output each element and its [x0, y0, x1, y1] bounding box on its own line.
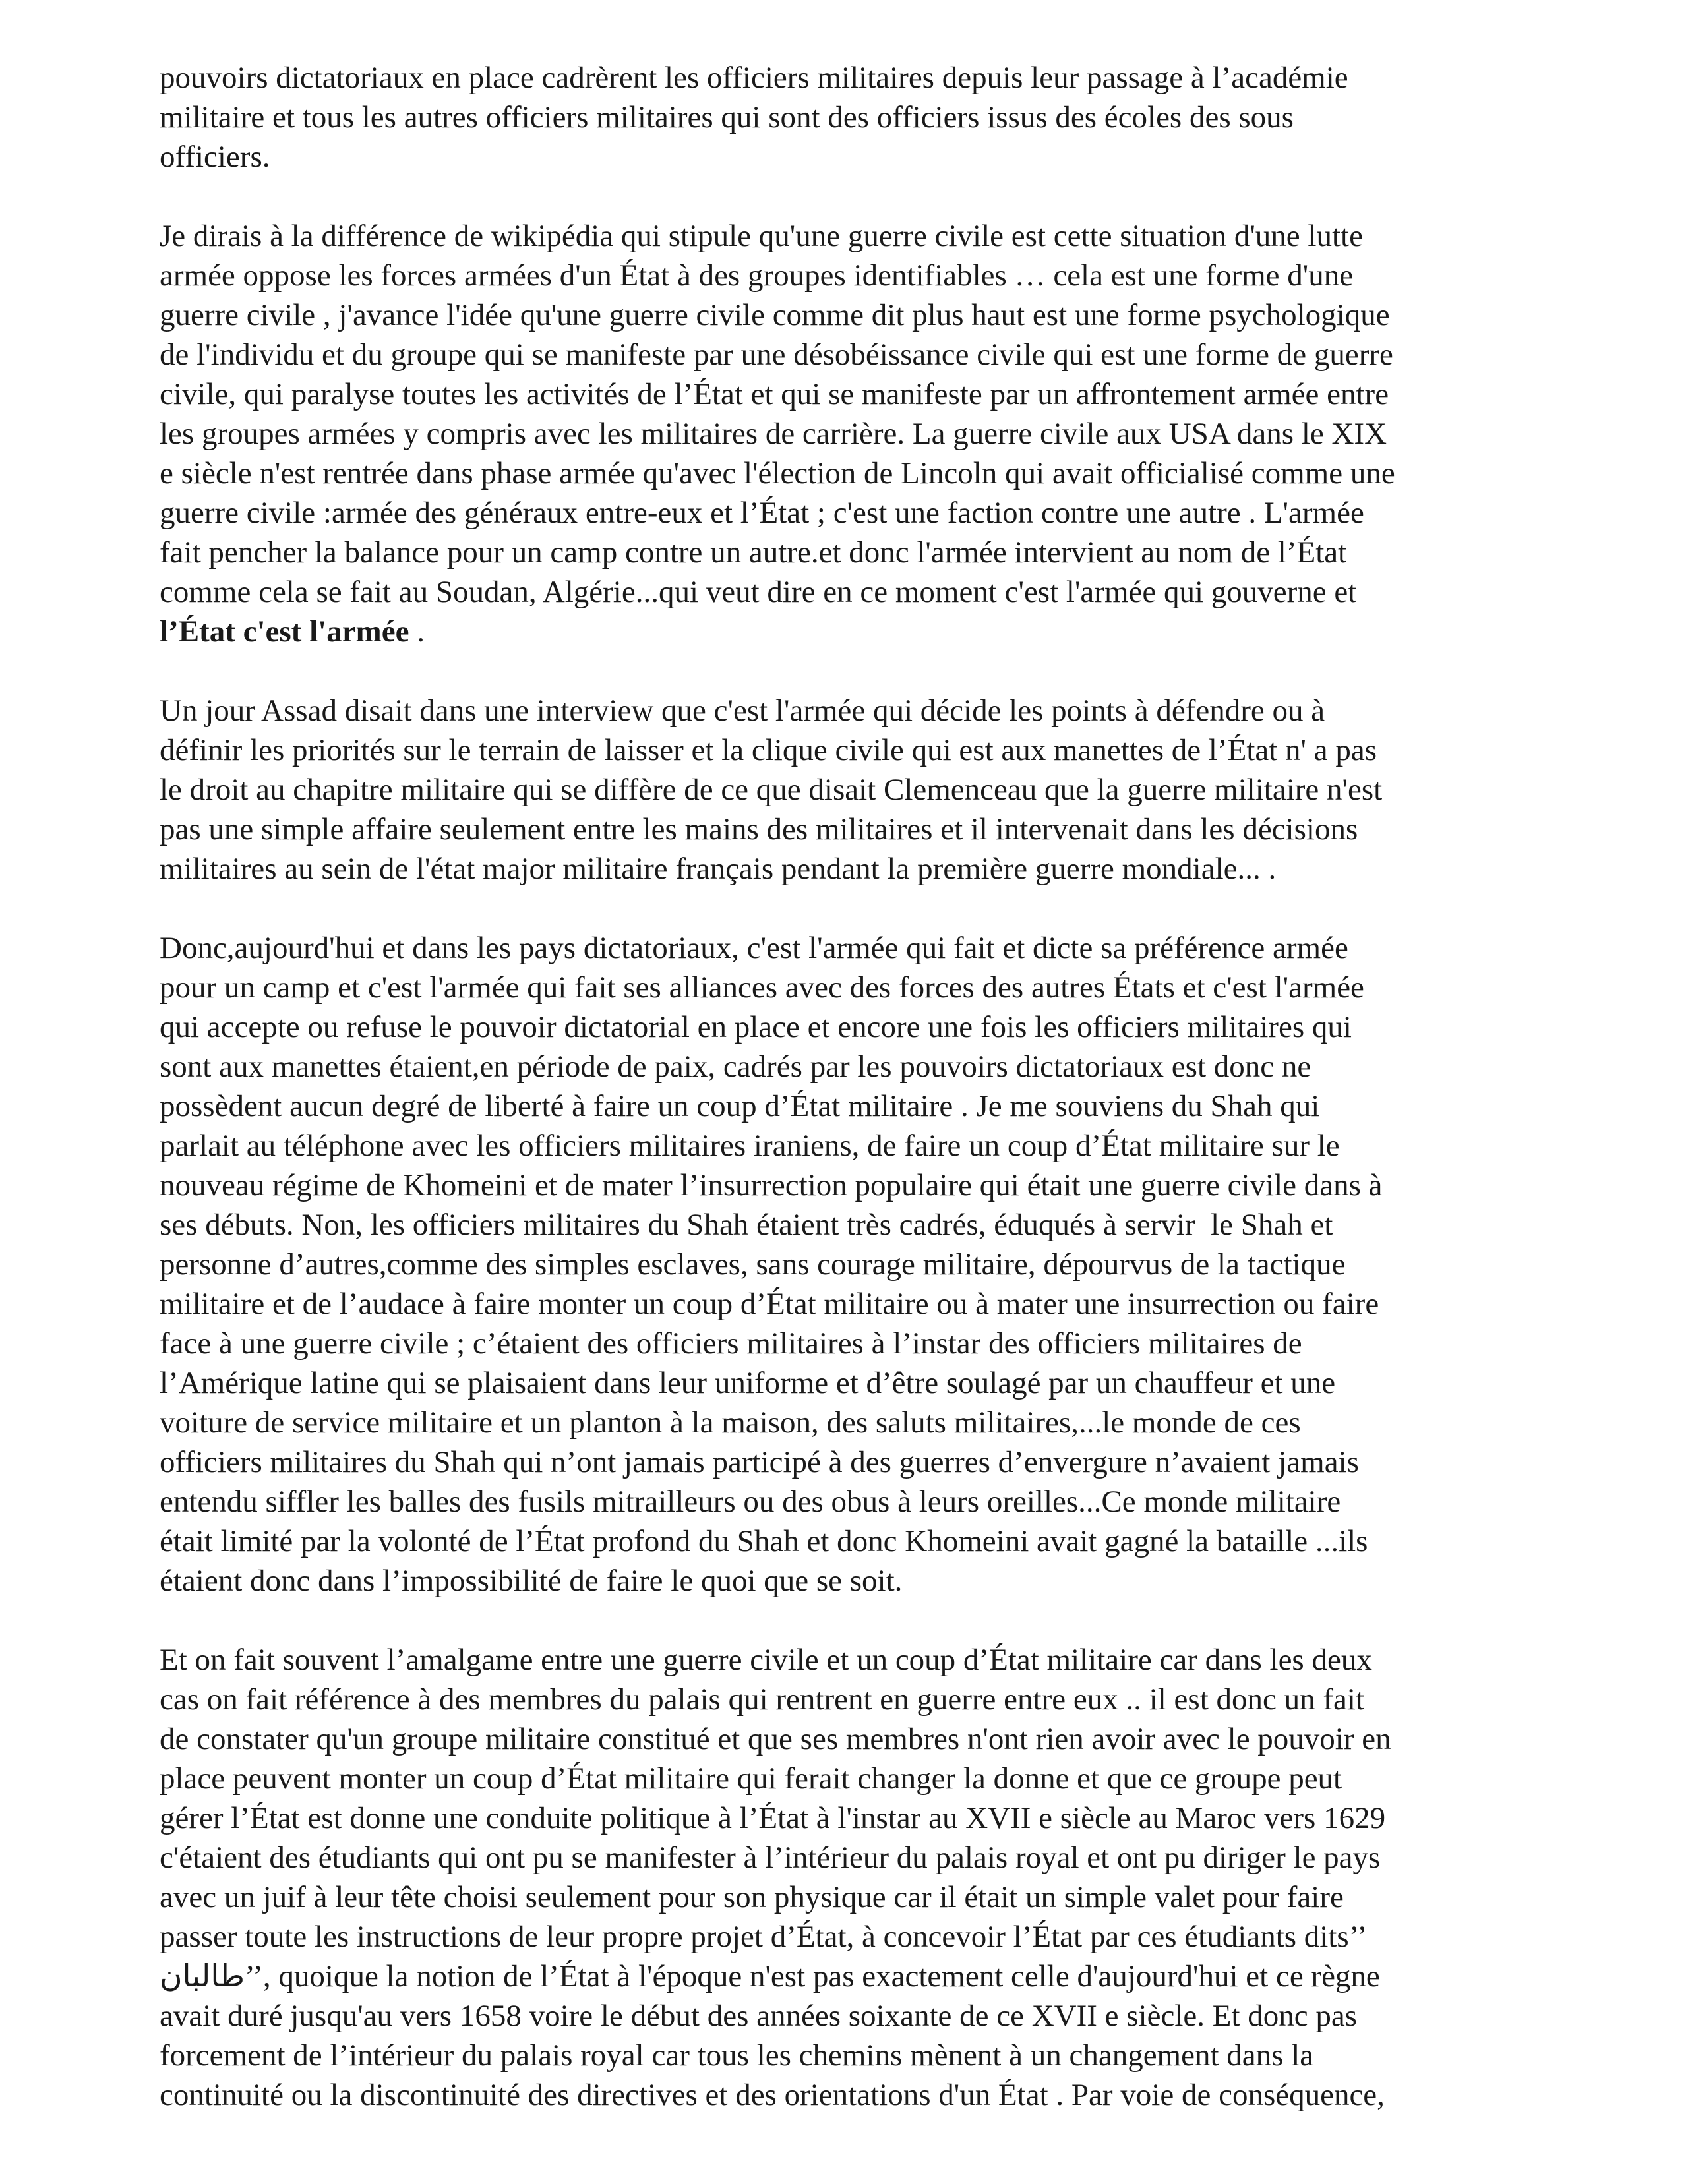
paragraph-5 [160, 1640, 1531, 2115]
text-line: gérer l’État est donne une conduite politique à l’État à l'instar au XVII e siècle au Maroc vers 1629 [160, 1801, 1386, 1835]
paragraph-4 [160, 928, 1531, 1601]
text-line: face à une guerre civile ; c’étaient des officiers militaires à l’instar des officiers militaires de [160, 1326, 1302, 1361]
text-line: officiers militaires du Shah qui n’ont jamais participé à des guerres d’envergure n’avaient jamais [160, 1445, 1359, 1479]
text-line: l’Amérique latine qui se plaisaient dans leur uniforme et d’être soulagé par un chauffeur et une [160, 1366, 1336, 1400]
text-line: était limité par la volonté de l’État profond du Shah et donc Khomeini avait gagné la bataille ...ils [160, 1524, 1368, 1558]
text-line: civile, qui paralyse toutes les activités de l’État et qui se manifeste par un affrontement armée entre [160, 377, 1389, 411]
text-line: personne d’autres,comme des simples esclaves, sans courage militaire, dépourvus de la tactique [160, 1247, 1346, 1282]
text-fragment: . [409, 614, 425, 649]
text-line: pas une simple affaire seulement entre les mains des militaires et il intervenait dans les décisions [160, 812, 1358, 846]
text-line: le droit au chapitre militaire qui se diffère de ce que disait Clemenceau que la guerre militaire n'est [160, 773, 1383, 807]
text-line: militaires au sein de l'état major militaire français pendant la première guerre mondiale... . [160, 852, 1277, 886]
paragraph-3 [160, 691, 1531, 889]
text-line: nouveau régime de Khomeini et de mater l’insurrection populaire qui était une guerre civile dans à [160, 1168, 1383, 1202]
text-line: militaire et de l’audace à faire monter un coup d’État militaire ou à mater une insurrection ou faire [160, 1287, 1379, 1321]
text-line: passer toute les instructions de leur propre projet d’État, à concevoir l’État par ces étudiants dits’’ [160, 1920, 1368, 1954]
text-line: armée oppose les forces armées d'un État à des groupes identifiables … cela est une forme d'une [160, 258, 1354, 293]
text-line: comme cela se fait au Soudan, Algérie...qui veut dire en ce moment c'est l'armée qui gouverne et [160, 575, 1357, 609]
text-line: e siècle n'est rentrée dans phase armée qu'avec l'élection de Lincoln qui avait officialisé comme une [160, 456, 1395, 490]
text-line: entendu siffler les balles des fusils mitrailleurs ou des obus à leurs oreilles...Ce monde militaire [160, 1485, 1341, 1519]
text-line: c'étaient des étudiants qui ont pu se manifester à l’intérieur du palais royal et ont pu diriger le pays [160, 1841, 1381, 1875]
text-line: les groupes armées y compris avec les militaires de carrière. La guerre civile aux USA dans le XIX [160, 417, 1387, 451]
text-line: continuité ou la discontinuité des directives et des orientations d'un État . Par voie de conséquence, [160, 2078, 1385, 2112]
paragraph-1 [160, 58, 1531, 177]
text-line: officiers. [160, 140, 270, 174]
text-line: طالبان’’, quoique la notion de l’État à l'époque n'est pas exactement celle d'aujourd'hui et ce règne [160, 1959, 1380, 1993]
text-line: qui accepte ou refuse le pouvoir dictatorial en place et encore une fois les officiers militaires qui [160, 1010, 1352, 1044]
text-line: avait duré jusqu'au vers 1658 voire le début des années soixante de ce XVII e siècle. Et donc pas [160, 1999, 1358, 2033]
document-page [160, 58, 1531, 2154]
text-line: sont aux manettes étaient,en période de paix, cadrés par les pouvoirs dictatoriaux est donc ne [160, 1049, 1311, 1084]
text-line: définir les priorités sur le terrain de laisser et la clique civile qui est aux manettes de l’État n' a pas [160, 733, 1377, 767]
text-line: possèdent aucun degré de liberté à faire un coup d’État militaire . Je me souviens du Shah qui [160, 1089, 1320, 1123]
text-line: Donc,aujourd'hui et dans les pays dictatoriaux, c'est l'armée qui fait et dicte sa préférence armée [160, 931, 1348, 965]
text-line: fait pencher la balance pour un camp contre un autre.et donc l'armée intervient au nom de l’État [160, 535, 1347, 570]
text-line: pouvoirs dictatoriaux en place cadrèrent les officiers militaires depuis leur passage à l’académie [160, 61, 1348, 95]
text-line [160, 612, 1531, 651]
text-line: Je dirais à la différence de wikipédia qui stipule qu'une guerre civile est cette situation d'une lutte [160, 219, 1363, 253]
text-line: pour un camp et c'est l'armée qui fait ses alliances avec des forces des autres États et c'est l'armée [160, 970, 1364, 1005]
text-line: militaire et tous les autres officiers militaires qui sont des officiers issus des écoles des sous [160, 100, 1294, 134]
text-line: parlait au téléphone avec les officiers militaires iraniens, de faire un coup d’État militaire sur le [160, 1129, 1340, 1163]
text-line: forcement de l’intérieur du palais royal car tous les chemins mènent à un changement dans la [160, 2038, 1314, 2073]
text-line: ses débuts. Non, les officiers militaires du Shah étaient très cadrés, éduqués à servir le Shah et [160, 1208, 1333, 1242]
text-line: guerre civile :armée des généraux entre-eux et l’État ; c'est une faction contre une autre . L'armée [160, 496, 1364, 530]
text-line: cas on fait référence à des membres du palais qui rentrent en guerre entre eux .. il est donc un fait [160, 1682, 1365, 1717]
text-line: étaient donc dans l’impossibilité de faire le quoi que se soit. [160, 1564, 903, 1598]
text-line: voiture de service militaire et un planton à la maison, des saluts militaires,...le monde de ces [160, 1405, 1301, 1440]
text-line: de l'individu et du groupe qui se manifeste par une désobéissance civile qui est une forme de guerre [160, 338, 1393, 372]
paragraph-2 [160, 216, 1531, 651]
text-line: Et on fait souvent l’amalgame entre une guerre civile et un coup d’État militaire car dans les deux [160, 1643, 1372, 1677]
bold-phrase: l’État c'est l'armée [160, 614, 409, 649]
text-line: place peuvent monter un coup d’État militaire qui ferait changer la donne et que ce groupe peut [160, 1761, 1342, 1796]
text-line: de constater qu'un groupe militaire constitué et que ses membres n'ont rien avoir avec le pouvoir en [160, 1722, 1391, 1756]
text-line: avec un juif à leur tête choisi seulement pour son physique car il était un simple valet pour faire [160, 1880, 1344, 1914]
text-line: Un jour Assad disait dans une interview que c'est l'armée qui décide les points à défendre ou à [160, 694, 1325, 728]
text-line: guerre civile , j'avance l'idée qu'une guerre civile comme dit plus haut est une forme psychologique [160, 298, 1390, 332]
